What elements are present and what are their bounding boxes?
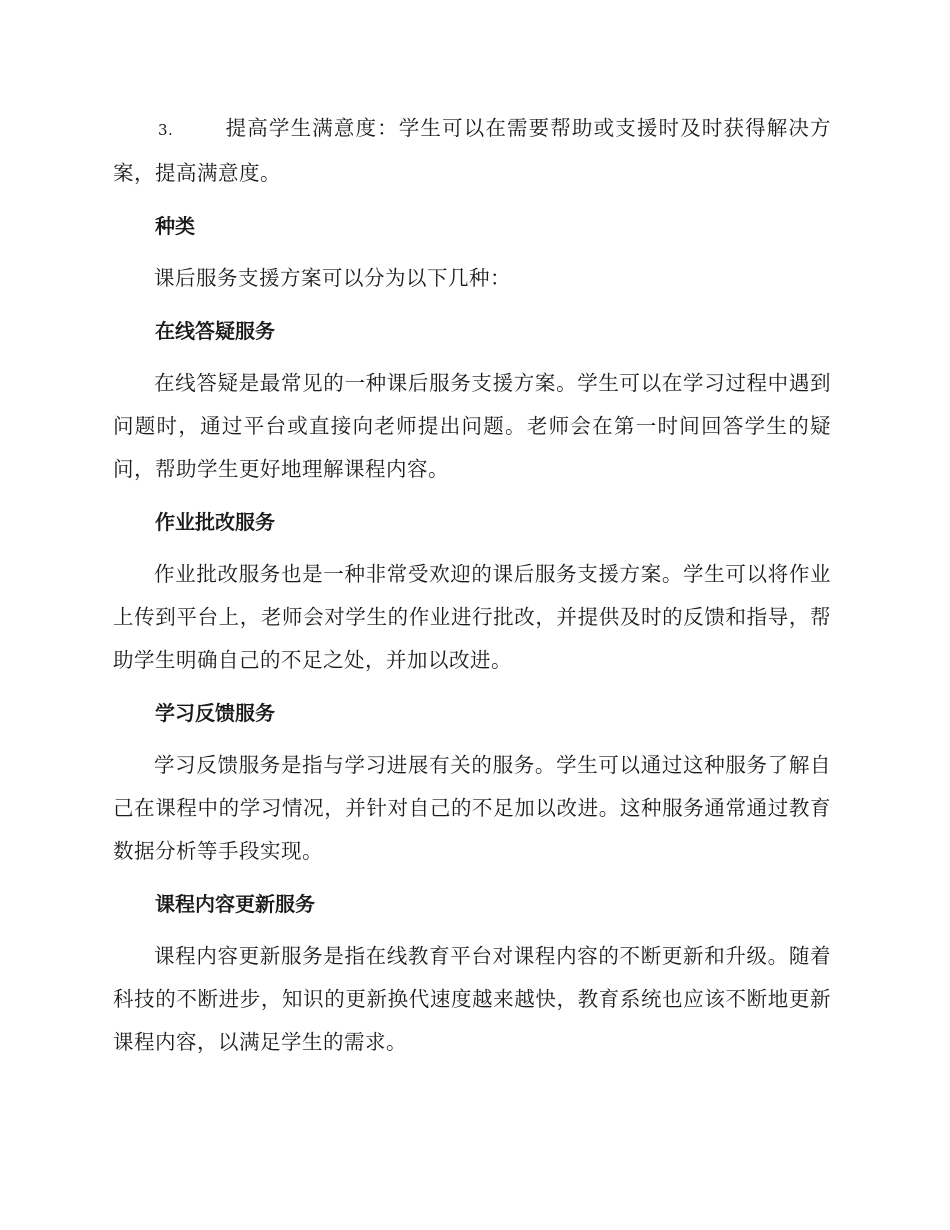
subsection-body-content-update: 课程内容更新服务是指在线教育平台对课程内容的不断更新和升级。随着科技的不断进步，知识的更新换代速度越来越快，教育系统也应该不断地更新课程内容，以满足学生的需求。 [113, 944, 831, 1054]
subsection-body-online-qa: 在线答疑是最常见的一种课后服务支援方案。学生可以在学习过程中遇到问题时，通过平台或直接向老师提出问题。老师会在第一时间回答学生的疑问，帮助学生更好地理解课程内容。 [113, 371, 831, 481]
list-item [113, 107, 831, 195]
section-heading: 种类 [155, 214, 195, 238]
list-item-number: 3. [158, 121, 174, 139]
subsection-heading-online-qa: 在线答疑服务 [155, 319, 275, 343]
subsection-heading-homework: 作业批改服务 [155, 510, 275, 534]
subsection-heading-feedback: 学习反馈服务 [155, 701, 275, 725]
subsection-body-homework: 作业批改服务也是一种非常受欢迎的课后服务支援方案。学生可以将作业上传到平台上，老师会对学生的作业进行批改，并提供及时的反馈和指导，帮助学生明确自己的不足之处，并加以改进。 [113, 562, 831, 672]
subsection-heading-content-update: 课程内容更新服务 [155, 892, 315, 916]
subsection-body-feedback: 学习反馈服务是指与学习进展有关的服务。学生可以通过这种服务了解自己在课程中的学习情况，并针对自己的不足加以改进。这种服务通常通过教育数据分析等手段实现。 [113, 753, 831, 863]
list-item-text: 提高学生满意度：学生可以在需要帮助或支援时及时获得解决方案，提高满意度。 [113, 116, 831, 185]
document-content [113, 107, 831, 1064]
intro-paragraph: 课后服务支援方案可以分为以下几种： [154, 266, 511, 290]
